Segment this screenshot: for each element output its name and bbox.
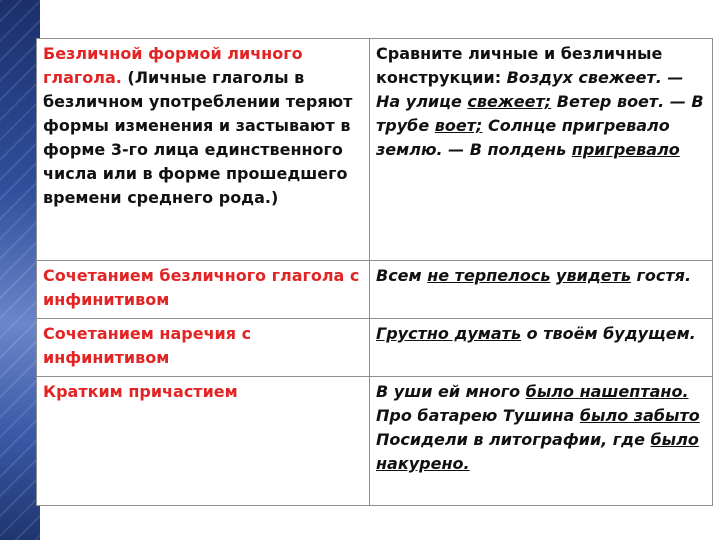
cell-text-segment: пригревало <box>571 140 680 159</box>
cell-text-segment: Солнце пригревало землю. — В полдень <box>376 116 670 159</box>
cell-text-segment: свежеет; <box>467 92 552 111</box>
cell-text-segment: Всем <box>376 266 428 285</box>
table-row <box>37 39 713 261</box>
table-cell-left <box>37 261 370 319</box>
cell-text-segment: Сравните личные и безличные конструкции: <box>376 44 663 87</box>
table-cell-left <box>37 319 370 377</box>
cell-text-segment: Сочетанием безличного глагола с инфинитивом <box>43 266 360 309</box>
cell-text-segment: было накурено. <box>376 430 699 473</box>
cell-text-segment: Сочетанием наречия с инфинитивом <box>43 324 252 367</box>
cell-text-segment: было нашептано. <box>525 382 689 401</box>
cell-text-segment: Ветер воет. — В трубе <box>376 92 704 135</box>
cell-text-segment: о твоём будущем. <box>521 324 696 343</box>
table-cell-right <box>370 39 713 261</box>
cell-text-segment: Кратким причастием <box>43 382 238 401</box>
table-cell-right <box>370 319 713 377</box>
cell-text-segment: воет; <box>434 116 483 135</box>
cell-text-segment: (Личные глаголы в безличном употреблении теряют формы изменения и застывают в форме 3-го лица единственного числа или в форме прошедшего времени среднего рода.) <box>43 68 353 207</box>
cell-text-segment: не терпелось <box>427 266 551 285</box>
content-table-wrapper <box>36 38 704 506</box>
cell-text-segment: В уши ей много <box>376 382 526 401</box>
cell-text-segment: увидеть <box>556 266 631 285</box>
cell-text-segment: гостя. <box>630 266 692 285</box>
cell-text-segment: Посидели в литографии, где <box>376 430 651 449</box>
cell-text-segment: Грустно думать <box>376 324 522 343</box>
table-cell-left <box>37 39 370 261</box>
cell-text-segment: было забыто <box>579 406 700 425</box>
cell-text-segment: Безличной формой личного глагола. <box>43 44 303 87</box>
cell-text-segment: Воздух свежеет. — На улице <box>376 68 684 111</box>
table-cell-left <box>37 377 370 506</box>
table-row <box>37 319 713 377</box>
table-cell-right <box>370 261 713 319</box>
impersonal-verbs-table <box>36 38 713 506</box>
left-decorative-strip <box>0 0 40 540</box>
table-cell-right <box>370 377 713 506</box>
cell-text-segment: Про батарею Тушина <box>376 406 580 425</box>
table-row <box>37 377 713 506</box>
table-row <box>37 261 713 319</box>
